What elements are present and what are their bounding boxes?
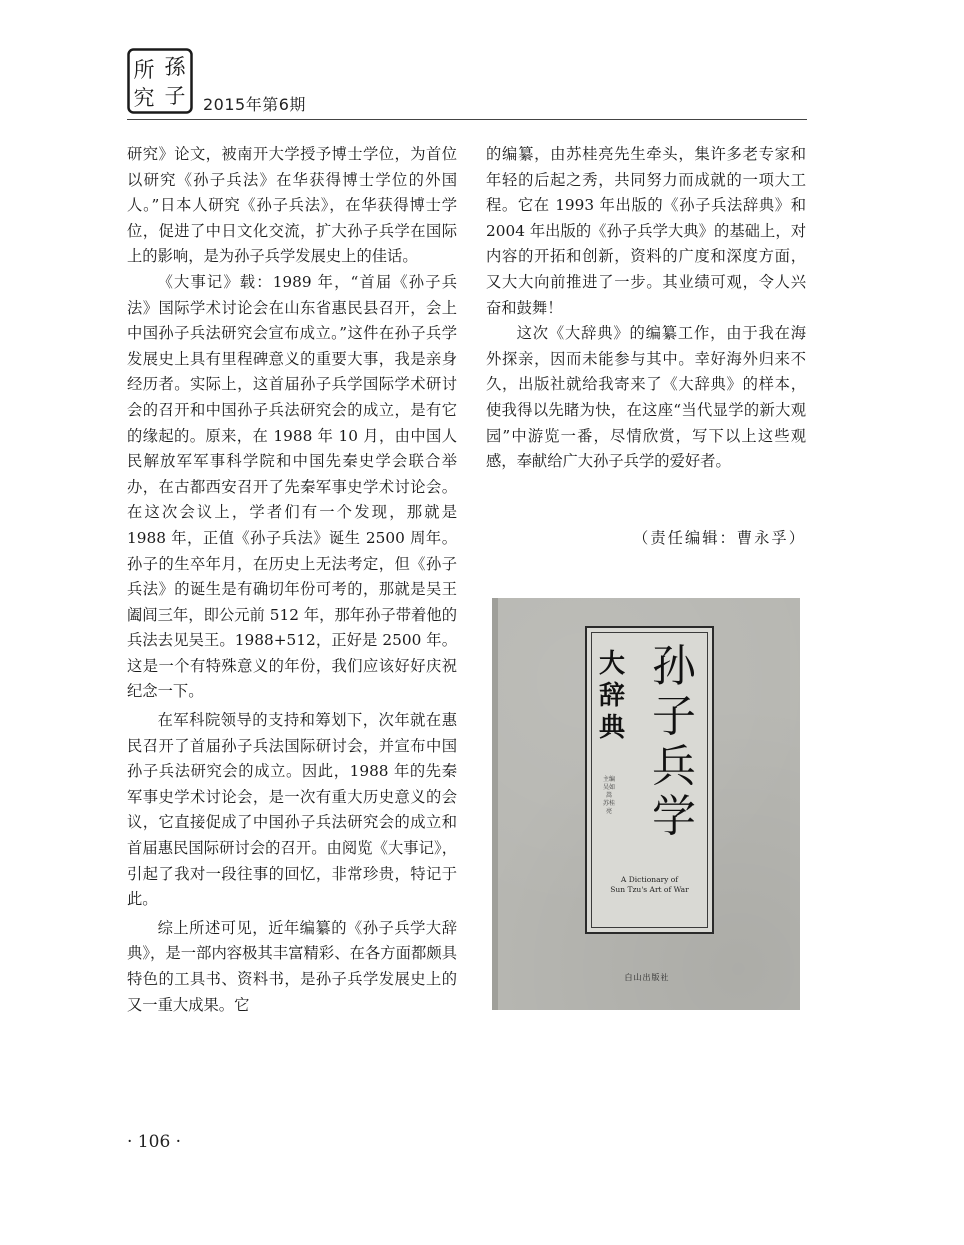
cover-english-line-1: A Dictionary of: [620, 875, 679, 884]
cover-editors: 主编 吴如嵩 苏桂亮: [603, 776, 616, 815]
cover-english-title: [593, 875, 706, 895]
logo-char-3: 究: [133, 86, 155, 110]
paragraph: 的编纂，由苏桂亮先生牵头，集许多老专家和年轻的后起之秀，共同努力而成就的一项大工程。它在 1993 年出版的《孙子兵法辞典》和 2004 年出版的《孙子兵学大典》的基础上，对内容的开拓和创新，资料的广度和深度方面，又大大向前推进了一步。其业绩可观，令人兴奋和鼓舞！: [486, 145, 806, 317]
issue-label: 2015年第6期: [203, 95, 306, 114]
journal-logo-seal: [127, 48, 193, 114]
paragraph: 在军科院领导的支持和筹划下，次年就在惠民召开了首届孙子兵法国际研讨会，并宣布中国孙子兵法研究会的成立。因此，1988 年的先秦军事史学术讨论会，是一次有重大历史意义的会议，它直接促成了中国孙子兵法研究会的成立和首届惠民国际研讨会的召开。由阅览《大事记》，引起了我对一段往事的回忆，非常珍贵，特记于此。: [127, 711, 457, 909]
left-column: [127, 142, 457, 1018]
logo-char-4: 子: [164, 84, 186, 108]
paragraph: 这次《大辞典》的编纂工作，由于我在海外探亲，因而未能参与其中。幸好海外归来不久，出版社就给我寄来了《大辞典》的样本，使我得以先睹为快，在这座“当代显学的新大观园”中游览一番，尽情欣赏，写下以上这些观感，奉献给广大孙子兵学的爱好者。: [486, 324, 806, 471]
responsible-editor: （责任编辑：曹永孚）: [633, 529, 806, 547]
logo-char-1: 所: [133, 58, 155, 82]
cover-title-label: [585, 626, 714, 934]
cover-title: 孙子兵学: [652, 641, 696, 842]
paragraph: 综上所述可见，近年编纂的《孙子兵学大辞典》，是一部内容极其丰富精彩、在各方面都颇具特色的工具书、资料书，是孙子兵学发展史上的又一重大成果。它: [127, 918, 457, 1014]
page-number: · 106 ·: [127, 1132, 182, 1152]
logo-char-2: 孫: [164, 55, 186, 79]
book-cover-photo: [492, 598, 800, 1010]
book-edge: [492, 598, 498, 1010]
right-column: [486, 142, 806, 475]
journal-logo: [127, 48, 193, 114]
paragraph: 《大事记》载：1989 年，“首届《孙子兵法》国际学术讨论会在山东省惠民县召开，会上中国孙子兵法研究会宣布成立。”这件在孙子兵学发展史上具有里程碑意义的重要大事，我是亲身经历者。实际上，这首届孙子兵学国际学术研讨会的召开和中国孙子兵法研究会的成立，是有它的缘起的。原来，在 1988 年 10 月，由中国人民解放军军事科学院和中国先秦史学会联合举办，在古都西安召开了先秦军事史学术讨论会。在这次会议上，学者们有一个发现，那就是 1988 年，正值《孙子兵法》诞生 2500 周年。孙子的生卒年月，在历史上无法考定，但《孙子兵法》的诞生是有确切年份可考的，那就是吴王阖闾三年，即公元前 512 年，那年孙子带着他的兵法去见吴王。1988+512，正好是 2500 年。这是一个有特殊意义的年份，我们应该好好庆祝纪念一下。: [127, 272, 457, 701]
cover-subtitle: 大辞典: [598, 649, 625, 743]
paragraph: 研究》论文，被南开大学授予博士学位，为首位以研究《孙子兵法》在华获得博士学位的外国人。”日本人研究《孙子兵法》，在华获得博士学位，促进了中日文化交流，扩大孙子兵学在国际上的影响，是为孙子兵学发展史上的佳话。: [127, 145, 457, 266]
header-divider: [127, 119, 807, 120]
cover-english-line-2: Sun Tzu's Art of War: [610, 885, 689, 894]
cover-publisher: 白山出版社: [624, 973, 670, 982]
